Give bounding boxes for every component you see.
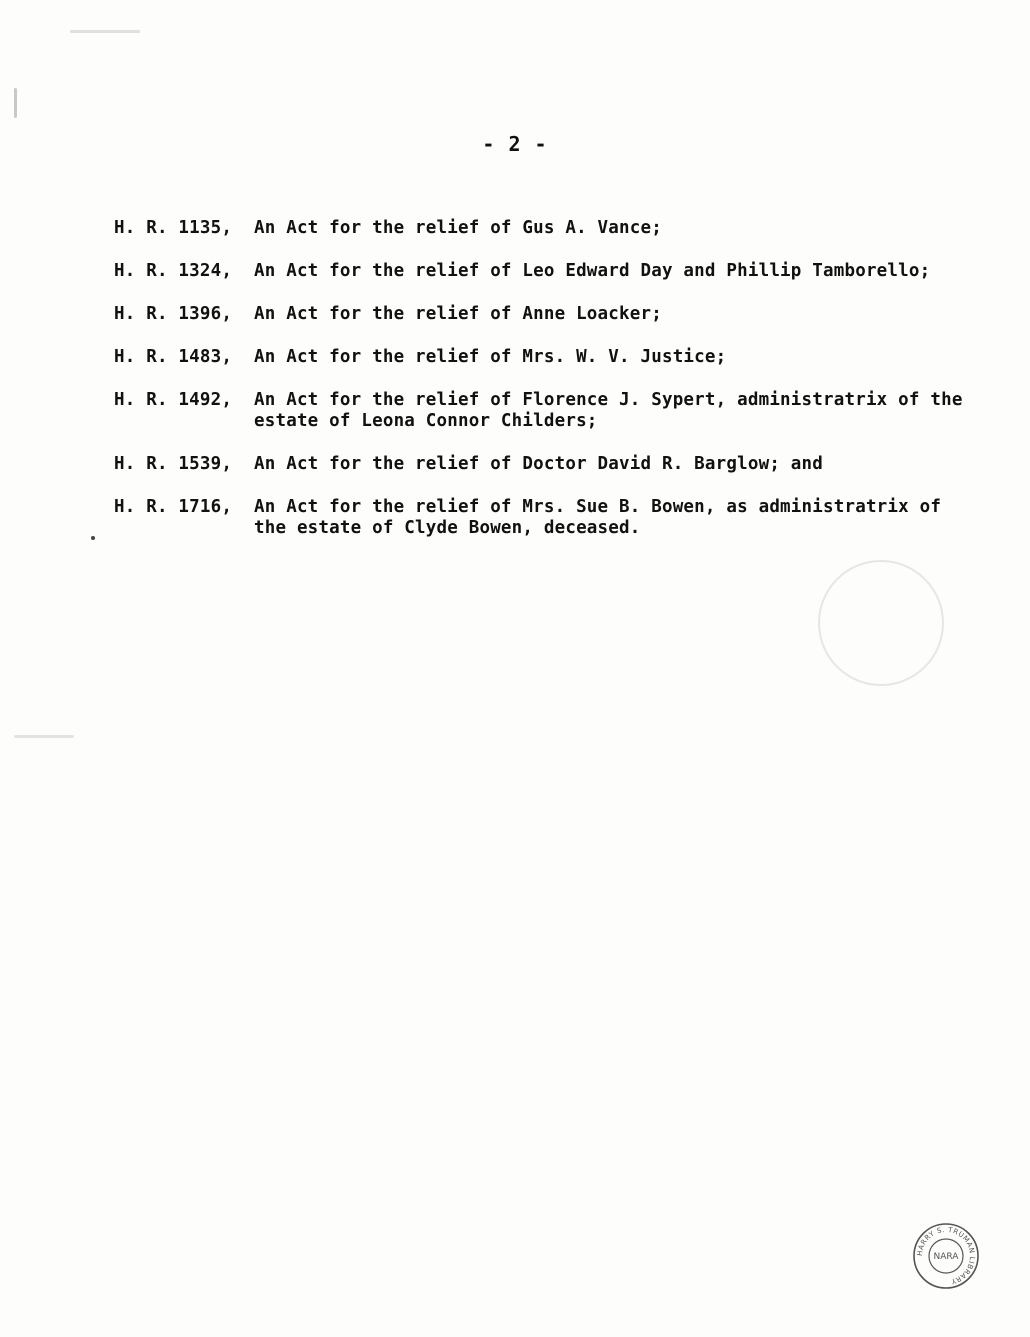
page-number: - 2 - [482, 132, 548, 156]
bill-description: An Act for the relief of Leo Edward Day and Phillip Tamborello; [254, 261, 931, 281]
bill-number: H. R. 1396, [114, 304, 233, 324]
bill-description: An Act for the relief of Gus A. Vance; [254, 218, 662, 238]
scan-mark [14, 88, 17, 118]
bill-number: H. R. 1483, [114, 347, 233, 367]
stamp-center-text: NARA [933, 1252, 959, 1262]
bill-entry [114, 454, 994, 475]
bill-description: An Act for the relief of Doctor David R. Barglow; and [254, 454, 824, 474]
bill-entry [114, 218, 994, 239]
scan-mark [14, 735, 74, 738]
bill-entry [114, 497, 994, 539]
bill-number: H. R. 1492, [114, 390, 233, 410]
bill-description: An Act for the relief of Mrs. Sue B. Bowen, as administratrix of the estate of Clyde Bowen, deceased. [254, 497, 942, 538]
library-stamp-icon [912, 1222, 980, 1290]
bill-number: H. R. 1324, [114, 261, 233, 281]
bill-entry [114, 347, 994, 368]
scan-mark [70, 30, 140, 33]
bill-entry [114, 261, 994, 282]
scan-mark [91, 536, 95, 540]
bill-number: H. R. 1716, [114, 497, 233, 517]
bill-entry [114, 304, 994, 325]
bill-number: H. R. 1135, [114, 218, 233, 238]
bill-number: H. R. 1539, [114, 454, 233, 474]
bill-list [114, 218, 994, 561]
embossed-seal [818, 560, 944, 686]
stamp-ring-text: HARRY S. TRUMAN LIBRARY [915, 1225, 977, 1286]
bill-description: An Act for the relief of Florence J. Sypert, administratrix of the estate of Leona Connor Childers; [254, 390, 963, 431]
bill-entry [114, 390, 994, 432]
bill-description: An Act for the relief of Mrs. W. V. Justice; [254, 347, 727, 367]
bill-description: An Act for the relief of Anne Loacker; [254, 304, 662, 324]
